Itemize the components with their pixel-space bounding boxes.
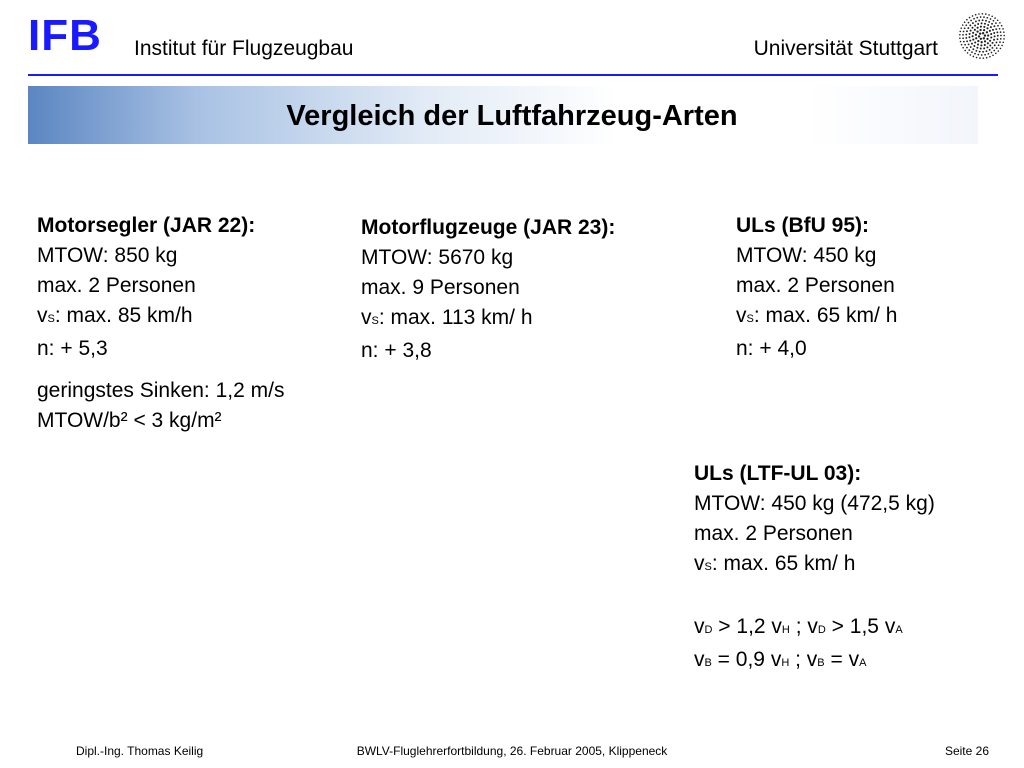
vs-variable: v [37,304,48,327]
motorflug-mtow: MTOW: 5670 kg [361,246,514,269]
formula-sub: B [817,657,825,669]
motorsegler-n: n: + 5,3 [37,337,108,360]
formula-text: > 1,2 [712,615,772,638]
formula-var: v [807,615,818,638]
motorflug-n: n: + 3,8 [361,339,432,362]
formula-text: ; [789,648,807,671]
ul-ltf-heading: ULs (LTF-UL 03): [694,462,862,485]
footer-author: Dipl.-Ing. Thomas Keilig [76,744,204,758]
motorsegler-block [37,211,357,436]
formula-sub: A [859,657,867,669]
motorsegler-heading: Motorsegler (JAR 22): [37,214,256,237]
formula-var: v [848,648,860,671]
formula-sub: B [704,657,712,669]
formula-var: v [694,615,705,638]
ul-ltf-mtow: MTOW: 450 kg (472,5 kg) [694,492,935,515]
motorsegler-mtow: MTOW: 850 kg [37,244,178,267]
motorsegler-persons: max. 2 Personen [37,274,196,297]
ul-ltf-vs [694,549,1014,582]
formula-var: v [771,615,782,638]
formula-var: v [884,615,896,638]
motorflug-heading: Motorflugzeuge (JAR 23): [361,216,616,239]
vs-value: : max. 65 km/ h [753,304,898,327]
formula-var: v [806,648,818,671]
formula-text: ; [789,615,808,638]
ul-bfu-persons: max. 2 Personen [736,274,895,297]
formula-sub: A [895,624,903,636]
vs-value: : max. 85 km/h [54,304,193,327]
vs-variable: v [694,552,705,575]
formula-text: = 0,9 [711,648,771,671]
institute-name: Institut für Flugzeugbau [134,37,354,60]
formula-sub: D [704,624,713,636]
ul-ltf-formula-1 [694,612,1014,645]
ul-ltf-persons: max. 2 Personen [694,522,853,545]
university-name: Universität Stuttgart [753,37,938,60]
ul-bfu-vs [736,301,1006,334]
formula-var: v [694,648,705,671]
university-seal-icon [956,10,1008,62]
vs-subscript: S [47,313,55,325]
footer-event: BWLV-Fluglehrerfortbildung, 26. Februar 2005, Klippeneck [356,744,668,758]
formula-text: > 1,5 [825,615,885,638]
motorflug-vs [361,303,691,336]
motorflug-persons: max. 9 Personen [361,276,520,299]
footer-page-number: Seite 26 [944,744,989,758]
motorsegler-mtowb: MTOW/b² < 3 kg/m² [37,409,222,432]
vs-subscript: S [704,561,712,573]
formula-var: v [770,648,782,671]
formula-text: = [824,648,849,671]
ul-bfu-mtow: MTOW: 450 kg [736,244,877,267]
ul-bfu-heading: ULs (BfU 95): [736,214,870,237]
motorsegler-sinken: geringstes Sinken: 1,2 m/s [37,379,285,402]
ul-bfu-n: n: + 4,0 [736,337,807,360]
vs-value: : max. 113 km/ h [378,306,533,329]
formula-sub: H [781,657,790,669]
vs-variable: v [736,304,747,327]
slide-title: Vergleich der Luftfahrzeug-Arten [286,100,738,132]
formula-sub: D [817,624,826,636]
motorflug-block [361,213,691,366]
vs-subscript: S [746,313,754,325]
vs-variable: v [361,306,372,329]
ul-bfu-block [736,211,1006,364]
formula-sub: H [781,624,790,636]
ifb-logo: IFB [28,11,102,60]
vs-value: : max. 65 km/ h [711,552,856,575]
vs-subscript: S [371,315,379,327]
header-divider [28,74,998,76]
motorsegler-vs [37,301,357,334]
ul-ltf-formula-2 [694,645,1014,678]
ul-ltf-block [694,459,1014,678]
